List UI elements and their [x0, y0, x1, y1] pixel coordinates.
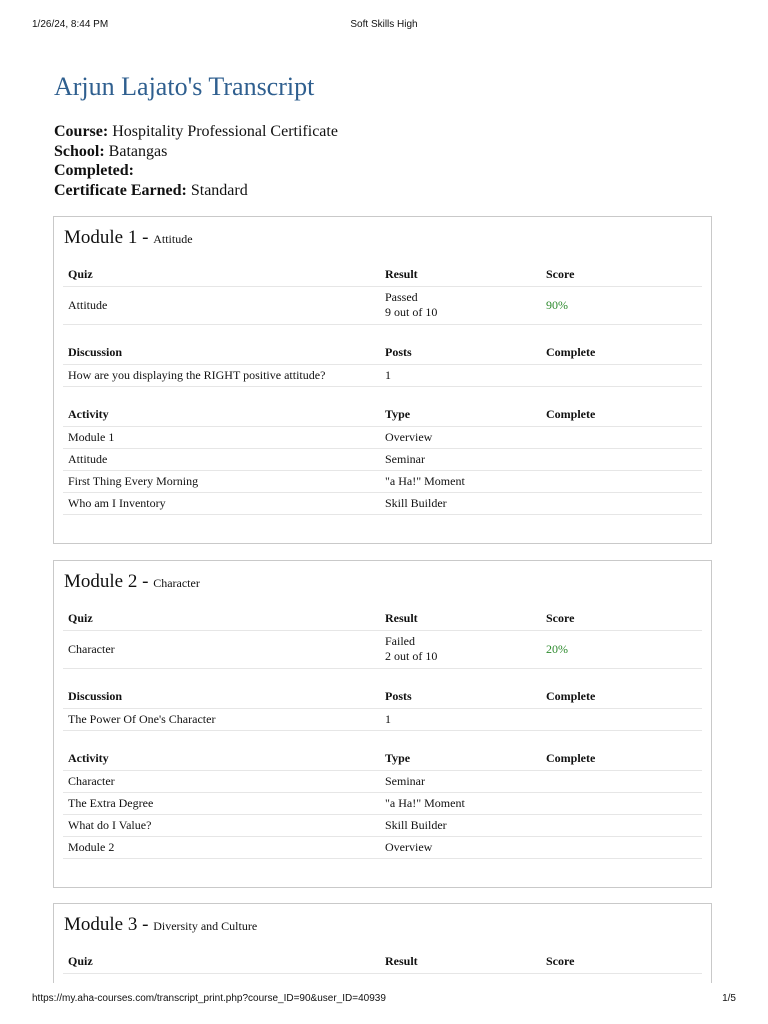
activity-complete — [541, 448, 702, 470]
school-label: School: — [54, 142, 105, 160]
page-number: 1/5 — [722, 993, 736, 1004]
quiz-header: Quiz — [63, 951, 380, 973]
quiz-detail: 2 out of 10 — [385, 649, 438, 663]
quiz-result — [380, 630, 541, 668]
module-name: Module 1 — [64, 227, 138, 248]
activity-row — [63, 792, 702, 814]
complete-header: Complete — [541, 686, 702, 708]
school-value: Batangas — [108, 142, 168, 160]
activity-type: Seminar — [380, 448, 541, 470]
discussion-name: The Power Of One's Character — [63, 708, 380, 730]
activity-type: Skill Builder — [380, 814, 541, 836]
quiz-detail: 9 out of 10 — [385, 305, 438, 319]
activity-name: Character — [63, 770, 380, 792]
discussion-posts: 1 — [380, 708, 541, 730]
activity-complete — [541, 470, 702, 492]
activity-type: "a Ha!" Moment — [380, 792, 541, 814]
quiz-header: Quiz — [63, 264, 380, 286]
quiz-table — [63, 608, 702, 669]
type-header: Type — [380, 404, 541, 426]
quiz-status: Passed — [385, 290, 418, 304]
discussion-complete — [541, 708, 702, 730]
quiz-score: 20% — [541, 630, 702, 668]
complete-header: Complete — [541, 748, 702, 770]
module-subtitle: Diversity and Culture — [153, 919, 258, 933]
quiz-header-row — [63, 264, 702, 286]
activity-name: Attitude — [63, 448, 380, 470]
module-title: Module 1 - Attitude — [64, 227, 193, 248]
course-value: Hospitality Professional Certificate — [112, 123, 338, 140]
score-header: Score — [541, 264, 702, 286]
activity-row — [63, 836, 702, 858]
module-title: Module 3 - Diversity and Culture — [64, 914, 258, 935]
activity-row — [63, 492, 702, 514]
module-card — [53, 903, 712, 983]
certificate-value: Standard — [190, 181, 248, 199]
completed-line — [54, 161, 338, 181]
activity-name: The Extra Degree — [63, 792, 380, 814]
activity-complete — [541, 770, 702, 792]
module-card — [53, 216, 712, 544]
discussion-table — [63, 342, 702, 387]
result-header: Result — [380, 608, 541, 630]
activity-type: Skill Builder — [380, 492, 541, 514]
quiz-row — [63, 630, 702, 668]
activity-type: Overview — [380, 836, 541, 858]
course-label: Course: — [54, 123, 109, 140]
type-header: Type — [380, 748, 541, 770]
module-name: Module 3 — [64, 914, 138, 935]
course-info — [54, 122, 338, 200]
print-header — [0, 19, 768, 33]
quiz-header-row — [63, 608, 702, 630]
quiz-result — [380, 286, 541, 324]
discussion-header: Discussion — [63, 686, 380, 708]
certificate-label: Certificate Earned: — [54, 181, 187, 199]
activity-row — [63, 426, 702, 448]
module-subtitle: Character — [153, 576, 200, 590]
discussion-header-row — [63, 686, 702, 708]
discussion-header-row — [63, 342, 702, 364]
school-line — [54, 142, 338, 162]
activity-complete — [541, 814, 702, 836]
print-title: Soft Skills High — [350, 19, 418, 30]
activity-header: Activity — [63, 404, 380, 426]
activity-row — [63, 770, 702, 792]
quiz-name: Character — [63, 630, 380, 668]
activity-type: Seminar — [380, 770, 541, 792]
activity-row — [63, 470, 702, 492]
complete-header: Complete — [541, 404, 702, 426]
discussion-row — [63, 364, 702, 386]
module-title: Module 2 - Character — [64, 571, 200, 592]
score-header: Score — [541, 608, 702, 630]
result-header: Result — [380, 264, 541, 286]
quiz-header-row — [63, 951, 702, 973]
result-header: Result — [380, 951, 541, 973]
quiz-table — [63, 951, 702, 974]
activity-header-row — [63, 404, 702, 426]
discussion-row — [63, 708, 702, 730]
discussion-name: How are you displaying the RIGHT positive attitude? — [63, 364, 380, 386]
activity-type: "a Ha!" Moment — [380, 470, 541, 492]
activity-table — [63, 748, 702, 859]
print-footer — [0, 993, 768, 1007]
course-line — [54, 122, 338, 142]
discussion-table — [63, 686, 702, 731]
quiz-row — [63, 286, 702, 324]
module-name: Module 2 — [64, 571, 138, 592]
module-card — [53, 560, 712, 888]
discussion-complete — [541, 364, 702, 386]
activity-table — [63, 404, 702, 515]
activity-name: First Thing Every Morning — [63, 470, 380, 492]
posts-header: Posts — [380, 342, 541, 364]
certificate-line — [54, 181, 338, 201]
quiz-table — [63, 264, 702, 325]
quiz-name: Attitude — [63, 286, 380, 324]
quiz-status: Failed — [385, 634, 415, 648]
complete-header: Complete — [541, 342, 702, 364]
activity-name: What do I Value? — [63, 814, 380, 836]
print-url: https://my.aha-courses.com/transcript_print.php?course_ID=90&user_ID=40939 — [32, 993, 386, 1004]
activity-header: Activity — [63, 748, 380, 770]
activity-complete — [541, 492, 702, 514]
quiz-header: Quiz — [63, 608, 380, 630]
activity-row — [63, 448, 702, 470]
activity-type: Overview — [380, 426, 541, 448]
page-title: Arjun Lajato's Transcript — [54, 72, 315, 101]
quiz-score: 90% — [541, 286, 702, 324]
discussion-posts: 1 — [380, 364, 541, 386]
activity-row — [63, 814, 702, 836]
print-datetime: 1/26/24, 8:44 PM — [32, 19, 109, 30]
completed-label: Completed: — [54, 162, 134, 179]
module-subtitle: Attitude — [153, 232, 193, 246]
activity-complete — [541, 792, 702, 814]
activity-name: Module 1 — [63, 426, 380, 448]
score-header: Score — [541, 951, 702, 973]
posts-header: Posts — [380, 686, 541, 708]
activity-complete — [541, 426, 702, 448]
activity-header-row — [63, 748, 702, 770]
discussion-header: Discussion — [63, 342, 380, 364]
activity-name: Who am I Inventory — [63, 492, 380, 514]
activity-complete — [541, 836, 702, 858]
activity-name: Module 2 — [63, 836, 380, 858]
